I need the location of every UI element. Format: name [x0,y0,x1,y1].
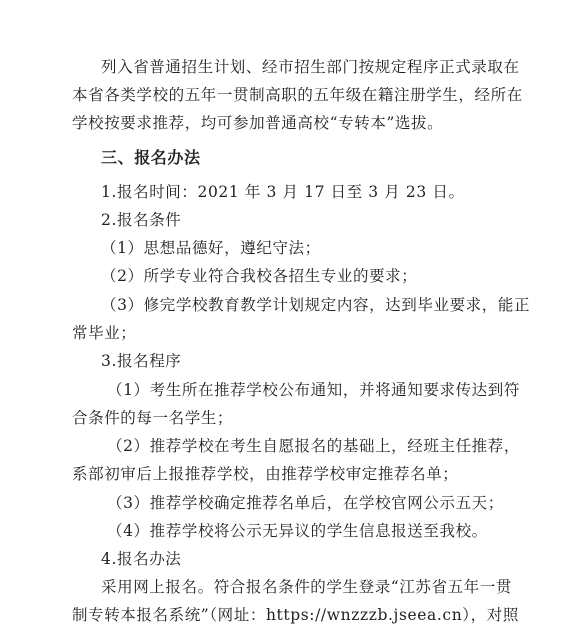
paragraph-intro-line-2: 本省各类学校的五年一贯制高职的五年级在籍注册学生，经所在 [72,86,523,104]
condition-3-line-1: （3）修完学校教育教学计划规定内容，达到毕业要求，能正 [101,296,531,314]
procedure-step-2-line-1: （2）推荐学校在考生自愿报名的基础上，经班主任推荐， [107,437,520,455]
section-heading-registration: 三、报名办法 [101,148,201,167]
condition-2: （2）所学专业符合我校各招生专业的要求； [101,267,418,285]
condition-1: （1）思想品德好，遵纪守法； [101,239,321,257]
procedure-step-2-line-2: 系部初审后上报推荐学校，由推荐学校审定推荐名单； [72,465,459,483]
subheading-procedure: 3.报名程序 [101,352,182,370]
procedure-step-1-line-2: 合条件的每一名学生； [72,409,234,427]
procedure-step-4: （4）推荐学校将公示无异议的学生信息报送至我校。 [107,522,488,540]
registration-time: 1.报名时间：2021 年 3 月 17 日至 3 月 23 日。 [101,183,465,201]
subheading-conditions: 2.报名条件 [101,211,182,229]
subheading-method: 4.报名办法 [101,550,182,568]
condition-3-line-2: 常毕业； [72,324,137,342]
paragraph-intro-line-3: 学校按要求推荐，均可参加普通高校“专转本”选拔。 [72,114,444,132]
method-line-2: 制专转本报名系统”（网址：https://wnzzzb.jseea.cn），对照 [72,606,519,624]
method-line-1: 采用网上报名。符合报名条件的学生登录“江苏省五年一贯 [101,578,513,596]
procedure-step-3: （3）推荐学校确定推荐名单后，在学校官网公示五天； [107,494,504,512]
paragraph-intro-line-1: 列入省普通招生计划、经市招生部门按规定程序正式录取在 [101,58,520,76]
procedure-step-1-line-1: （1）考生所在推荐学校公布通知，并将通知要求传达到符 [107,381,520,399]
